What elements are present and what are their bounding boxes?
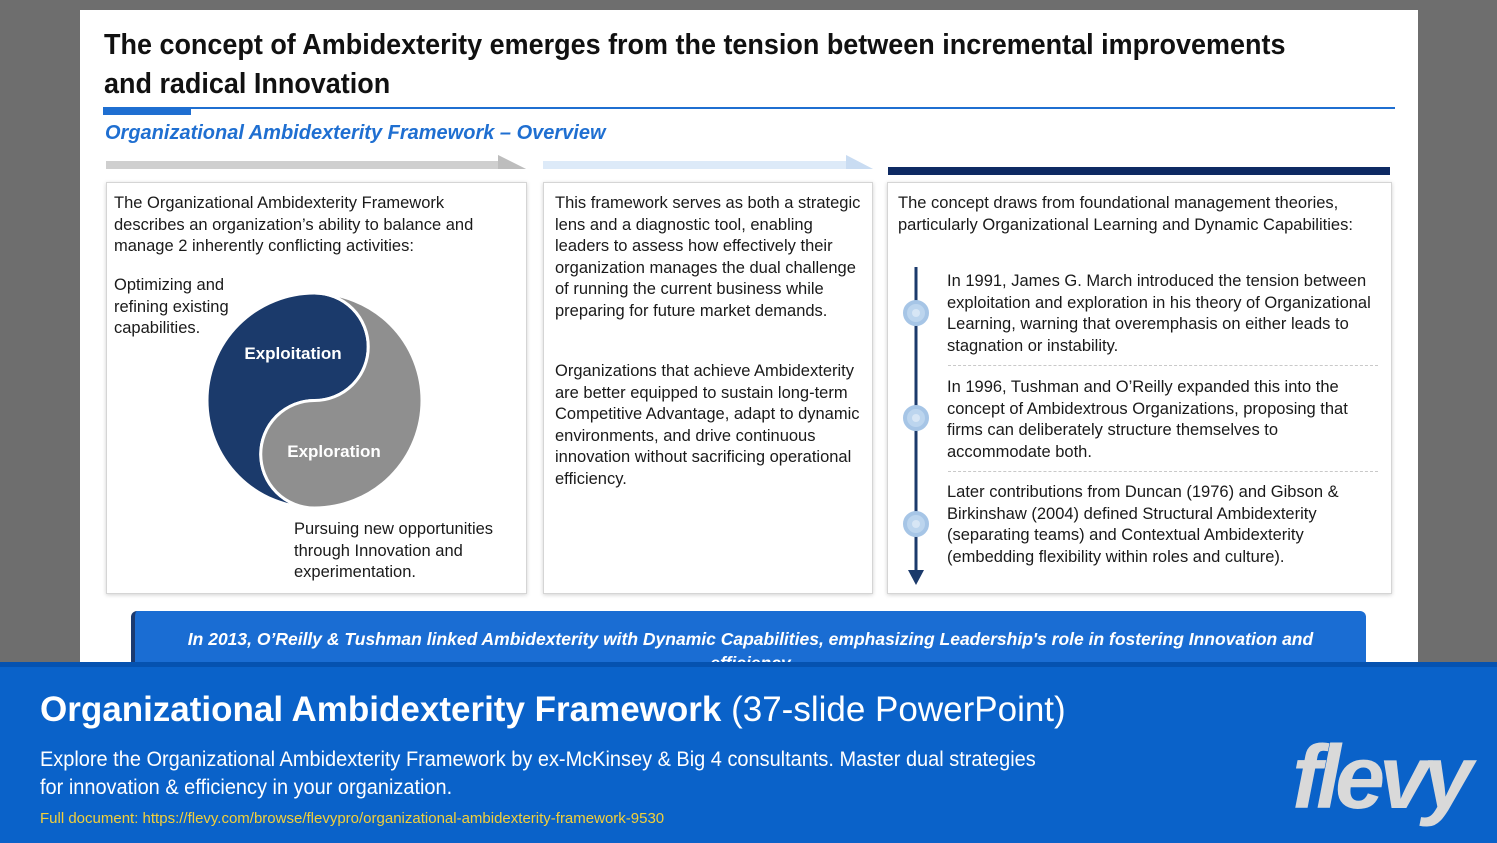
slide (80, 10, 1418, 670)
middle-column-arrow-bar (543, 155, 873, 175)
timeline-dot-1991 (903, 300, 929, 326)
right-intro-text: The concept draws from foundational management theories, particularly Organizational Learning and Dynamic Capabilities: (898, 194, 1353, 234)
banner-title-suffix: (37-slide PowerPoint) (721, 690, 1066, 729)
timeline-item-1991: In 1991, James G. March introduced the tension between exploitation and exploration in his theory of Organizational Learning, warning that overemphasis on either leads to stagnation or instability. (947, 272, 1371, 355)
slide-title: The concept of Ambidexterity emerges from the tension between incremental improvements and radical Innovation (104, 29, 1286, 100)
timeline-divider (948, 471, 1378, 472)
callout-text: In 2013, O’Reilly & Tushman linked Ambidexterity with Dynamic Capabilities, emphasizing Leadership's role in fostering Innovation and (187, 629, 1314, 649)
left-intro-text: The Organizational Ambidexterity Framework describes an organization’s ability to balance and manage 2 inherently conflicting activities: (114, 194, 474, 256)
middle-panel (543, 182, 873, 594)
right-panel (887, 182, 1392, 594)
document-link[interactable]: Full document: https://flevy.com/browse/flevypro/organizational-ambidexterity-framework-9530 (40, 810, 665, 827)
exploitation-description: Optimizing and refining existing capabilities. (114, 276, 229, 338)
yin-yang-diagram (207, 293, 422, 508)
banner-description: Explore the Organizational Ambidexterity Framework by ex-McKinsey & Big 4 consultants. Master dual strategies for innovation & efficiency in your organization. (40, 748, 1036, 799)
middle-paragraph-2: Organizations that achieve Ambidexterity are better equipped to sustain long-term Competitive Advantage, adapt to dynamic environments, and drive continuous innovation without sacrificing operational efficiency. (555, 362, 860, 488)
flevy-logo-text: flevy (1292, 728, 1468, 828)
right-column-header-bar (888, 167, 1390, 175)
left-panel (106, 182, 527, 594)
timeline-dot-1996 (903, 405, 929, 431)
banner-title (40, 688, 1066, 732)
left-column-arrow-bar (106, 155, 528, 175)
timeline-divider (948, 365, 1378, 366)
slide-subtitle: Organizational Ambidexterity Framework – Overview (105, 122, 606, 144)
title-rule (103, 107, 1395, 109)
banner-title-main: Organizational Ambidexterity Framework (40, 690, 722, 729)
exploitation-label: Exploitation (244, 344, 342, 363)
exploration-description: Pursuing new opportunities through Innovation and experimentation. (294, 520, 494, 582)
middle-paragraph-1: This framework serves as both a strategic lens and a diagnostic tool, enabling leaders to assess how effectively their organization manages the dual challenge of running the current business while preparing for future market demands. (555, 194, 861, 320)
timeline-item-later: Later contributions from Duncan (1976) and Gibson & Birkinshaw (2004) defined Structural Ambidexterity (separating teams) and Contextual Ambidexterity (embedding flexibility within roles and culture). (947, 483, 1339, 566)
banner-top-line (0, 662, 1497, 667)
timeline-dot-later (903, 511, 929, 537)
title-rule-accent (103, 109, 191, 115)
timeline-item-1996: In 1996, Tushman and O’Reilly expanded this into the concept of Ambidextrous Organizations, proposing that firms can deliberately structure themselves to accommodate both. (947, 378, 1348, 461)
exploration-label: Exploration (287, 442, 381, 461)
flevy-logo[interactable] (1290, 728, 1480, 828)
